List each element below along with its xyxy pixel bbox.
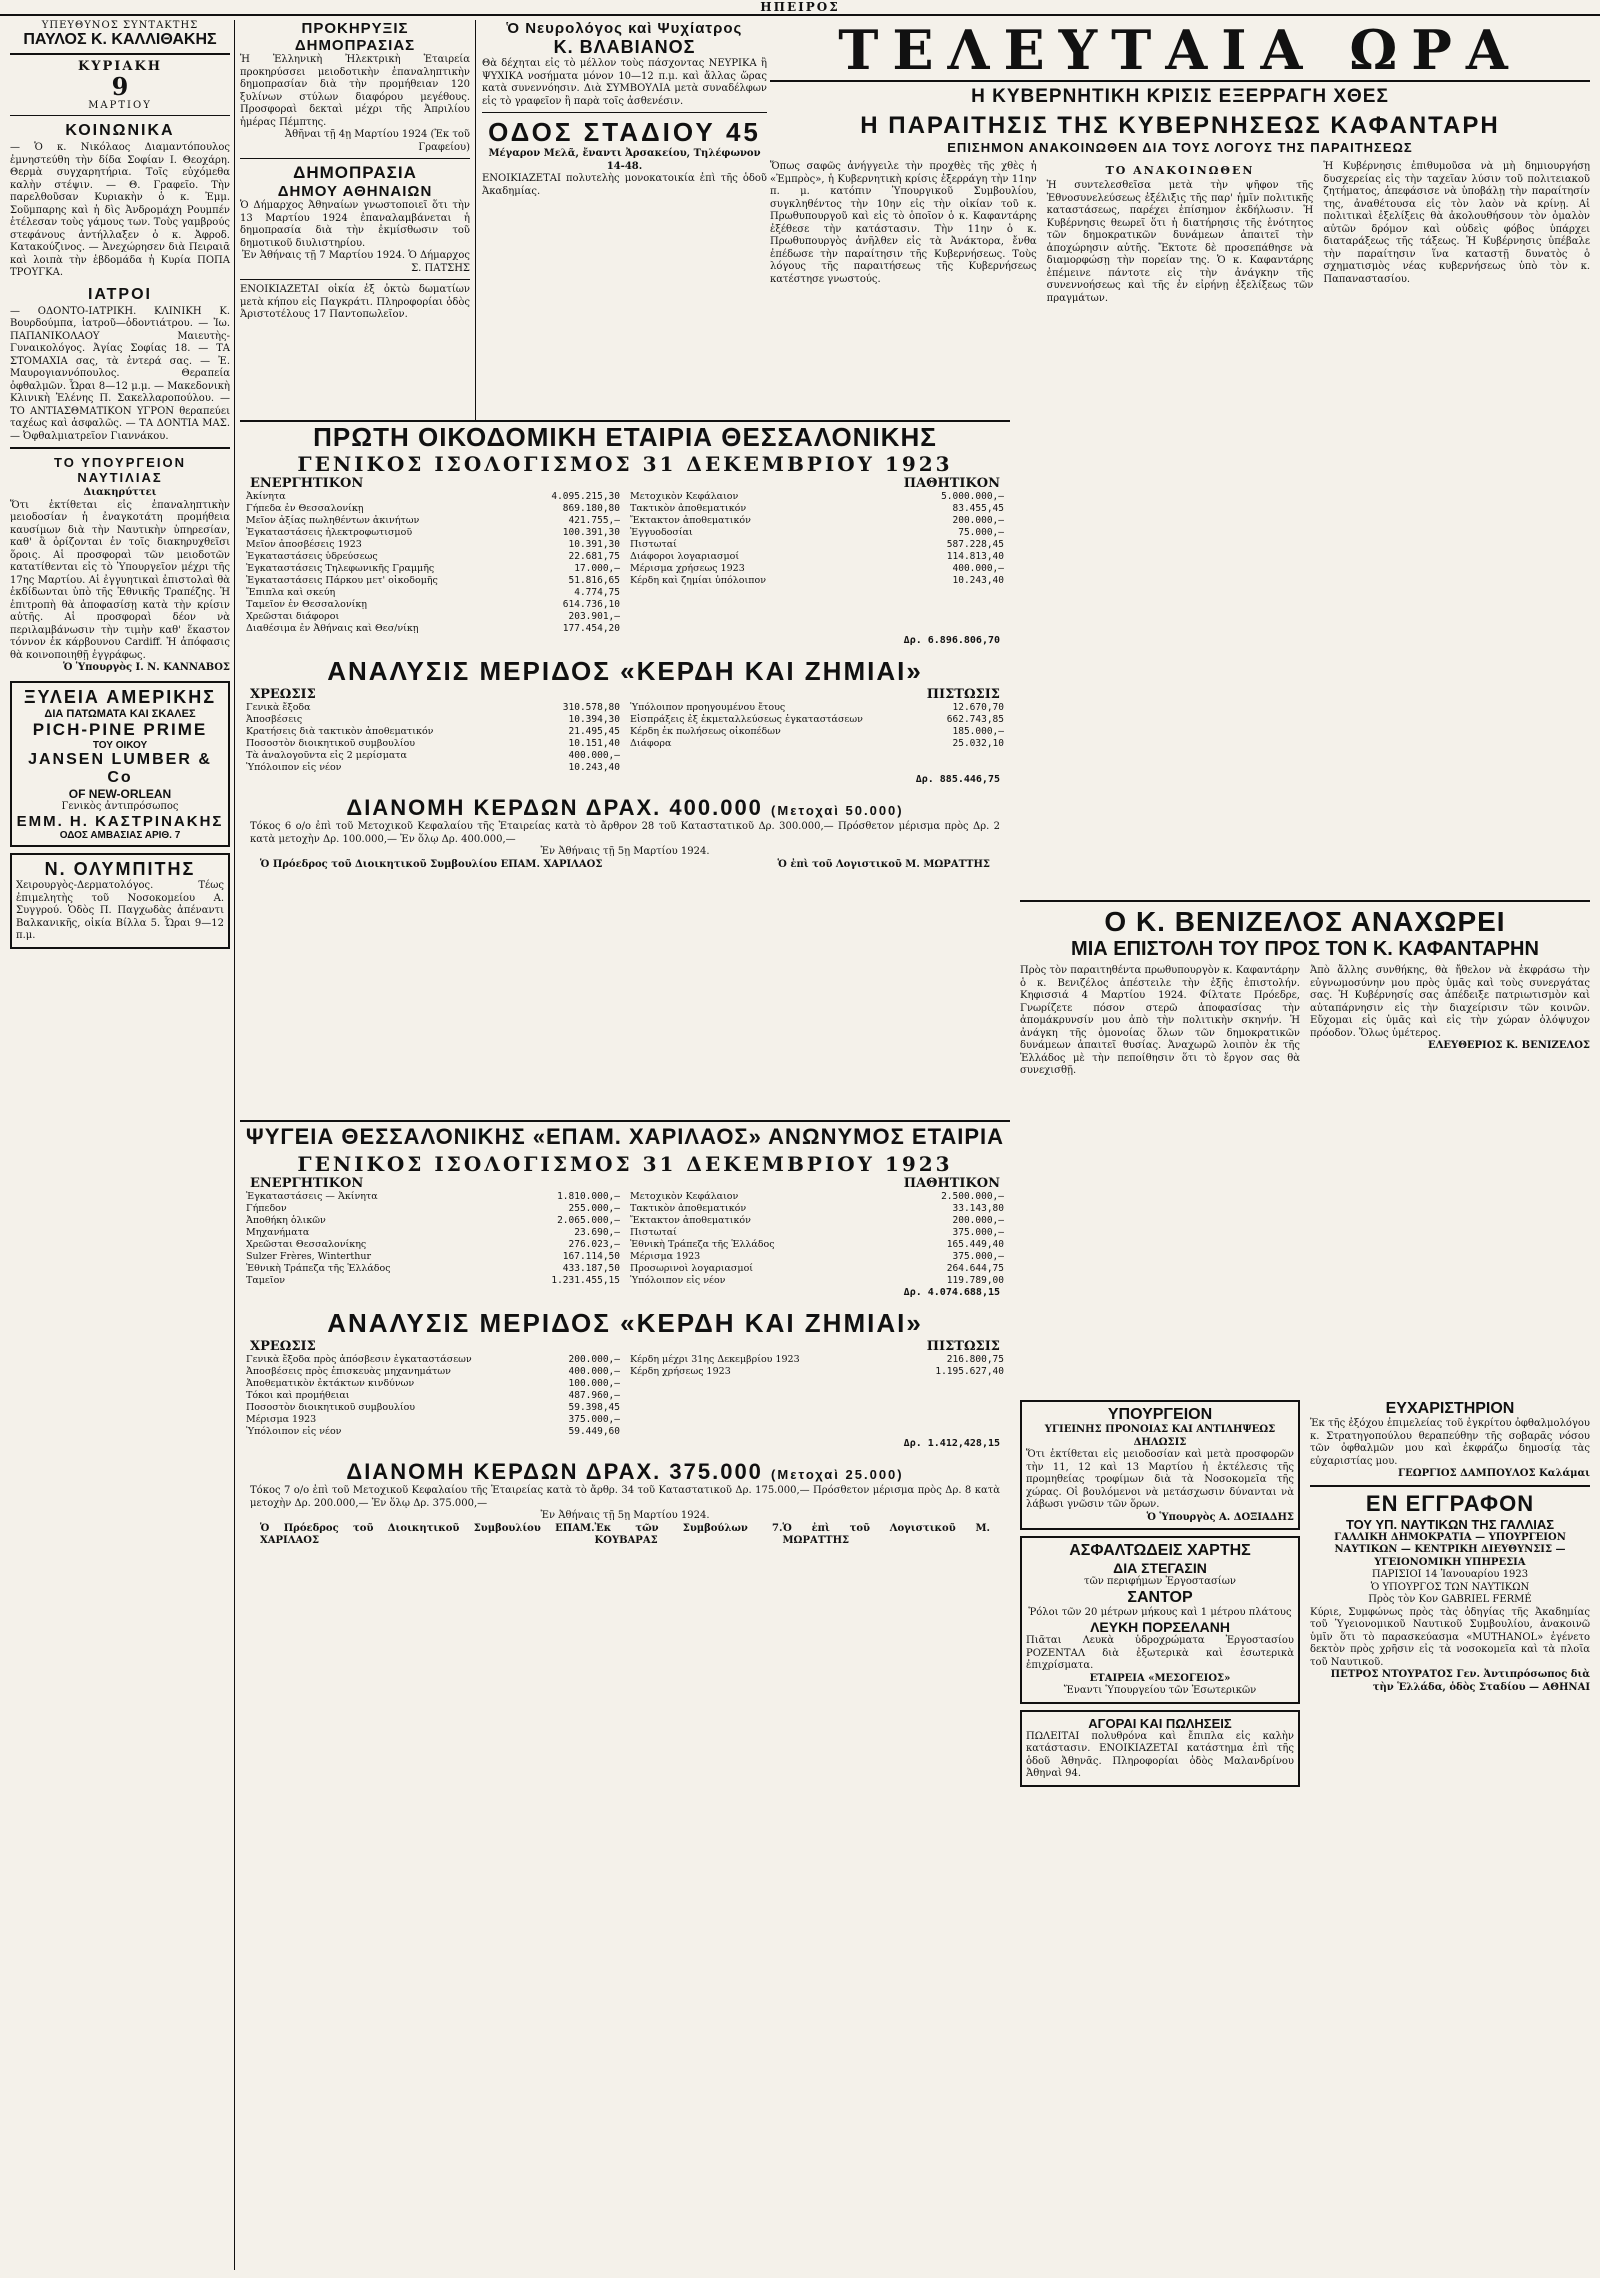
lumber-title: ΞΥΛΕΙΑ ΑΜΕΡΙΚΗΣ bbox=[23, 686, 217, 707]
ledger-row-amount: 10.394,30 bbox=[568, 714, 620, 725]
en-eggrafon-date: ΠΑΡΙΣΙΟΙ 14 Ἰανουαρίου 1923 bbox=[1371, 1569, 1529, 1580]
ledger-row-amount: 662.743,85 bbox=[946, 714, 1004, 725]
ledger-row-amount: 75.000,— bbox=[958, 527, 1004, 538]
sheet1-debit bbox=[246, 702, 620, 774]
news-column-3: Ἡ Κυβέρνησις ἐπιθυμοῦσα νὰ μὴ δημιουργήσῃ δυσχερείας εἰς τὴν ταχεῖαν λύσιν τοῦ πολιτειακοῦ ζητήματος, ἀπεφάσισε νὰ ὑποβάλῃ τὴν παραίτησίν της, ἀναθέτουσα εἰς τὸν λαὸν νὰ κρίνῃ. Αἱ πολιτικαὶ ἐξελίξεις θὰ ἀκολουθήσουν τὸν ὁμαλὸν αὐτῶν δρόμον καὶ οὐδεὶς φόβος ὑπάρχει διαταράξεως τῆς τάξεως. Ἡ Κυβέρνησις ὑπέβαλε τὴν παραίτησιν ἵνα καταστῇ δυνατὸς ὁ σχηματισμὸς νέας κυβερνήσεως ὑπὸ τὸν κ. Παπαναστασίου. bbox=[1323, 161, 1590, 285]
sheet1-pl-total: Δρ. 885.446,75 bbox=[915, 774, 1000, 785]
dimoprasia-sign: Ἐν Ἀθήναις τῇ 7 Μαρτίου 1924. Ὁ Δήμαρχος Σ. ΠΑΤΣΗΣ bbox=[241, 250, 470, 274]
sheet1-subtitle: ΓΕΝΙΚΟΣ ΙΣΟΛΟΓΙΣΜΟΣ 31 ΔΕΚΕΜΒΡΙΟΥ 1923 bbox=[297, 452, 953, 476]
ledger-row-amount: 100.391,30 bbox=[562, 527, 620, 538]
ledger-row bbox=[630, 714, 1004, 726]
ledger-row bbox=[630, 1275, 1004, 1287]
olympitis-text: Χειρουργὸς-Δερματολόγος. Τέως ἐπιμελητὴς τοῦ Νοσοκομείου Α. Συγγρού. Ὁδὸς Π. Παγχωδὰς ἀπέναντι Βαλκανικῆς, οἰκία Βίλλα 5. Ὧραι 9—12 π.μ. bbox=[16, 880, 224, 941]
ledger-row-label: Ἐγκαταστάσεις ὑδρεύσεως bbox=[246, 551, 378, 562]
neurologos-text: Θὰ δέχηται εἰς τὸ μέλλον τοὺς πάσχοντας ΝΕΥΡΙΚΑ ἢ ΨΥΧΙΚΑ νοσήματα μόνον 10—12 π.μ. καὶ ἄλλας ὥρας κατὰ συνεννόησιν. Διὰ ΣΥΜΒΟΥΛΙΑ μετὰ συναδέλφων εἰς τὸ γραφεῖον ἢ παρὰ τοῖς ἀσθενέσιν. bbox=[482, 58, 767, 107]
crisis-headline: Η ΚΥΒΕΡΝΗΤΙΚΗ ΚΡΙΣΙΣ ΕΞΕΡΡΑΓΗ ΧΘΕΣ bbox=[971, 86, 1389, 107]
ypostrixi-sign: Ὁ Ὑπουργὸς Ι. Ν. ΚΑΝΝΑΒΟΣ bbox=[63, 662, 230, 673]
ledger-row bbox=[630, 539, 1004, 551]
ledger-row-label: Ἐγκαταστάσεις ἠλεκτροφωτισμοῦ bbox=[246, 527, 413, 538]
lower-right-ads bbox=[1020, 1400, 1590, 2270]
venizelos-column-2: Ἀπὸ ἄλλης συνθήκης, θὰ ἤθελον νὰ ἐκφράσω τὴν εὐγνωμοσύνην μου πρὸς ὑμᾶς καὶ τοὺς συνεργάτας σας. Ἡ Κυβέρνησίς σας ἀπέδειξε πατριωτισμὸν καὶ αὐταπάρνησιν εἰς τὴν διαχείρισιν τῶν κοινῶν. Εὔχομαι εἰς ὑμᾶς καὶ εἰς τὴν χώραν ὁλόψυχον πρόοδον. Ὅλως ὑμέτερος. bbox=[1310, 965, 1590, 1039]
en-eggrafon-sub: ΤΟΥ ΥΠ. ΝΑΥΤΙΚΩΝ ΤΗΣ ΓΑΛΛΙΑΣ bbox=[1345, 1516, 1555, 1532]
sheet2-sign-left: Ὁ Πρόεδρος τοῦ Διοικητικοῦ Συμβουλίου ΕΠΑΜ. ΧΑΡΙΛΑΟΣ bbox=[260, 1522, 595, 1546]
ledger-row bbox=[246, 738, 620, 750]
ledger-row-amount: 21.495,45 bbox=[568, 726, 620, 737]
asfaltodeis-ad bbox=[1020, 1536, 1300, 1704]
dimoprasia-text: Ὁ Δήμαρχος Ἀθηναίων γνωστοποιεῖ ὅτι τὴν 13 Μαρτίου 1924 ἐπαναλαμβάνεται ἡ δημοπρασία διὰ τὴν ἐκμίσθωσιν τοῦ δημοτικοῦ διυλιστηρίου. bbox=[240, 200, 470, 249]
ledger-row bbox=[246, 563, 620, 575]
ledger-row bbox=[246, 714, 620, 726]
ypostrixi-text: Ὅτι ἐκτίθεται εἰς ἐπαναληπτικὴν μειοδοσίαν ἡ ἐναγκοτάτη προμήθεια καυσίμων διὰ τὴν Ναυτικὴν ὑπηρεσίαν, καθ' ἃ ὁρίζονται ἐν τοῖς διακηρυχθεῖσι ὅροις. Αἱ προσφοραὶ τῶν μειοδοτῶν κατατίθενται εἰς τὸ Ὑπουργεῖον μέχρι τῆς 17ης Μαρτίου. Αἱ ἐγγυητικαὶ ἐπιστολαὶ θὰ ἐκδίδωνται ὑπὸ τῆς Ἐθνικῆς Τραπέζης. Ἡ ἐπιτροπὴ θὰ ἀποφασίσῃ κατὰ τὴν κρίσιν αὐτῆς. Αἱ προσφοραὶ δέον νὰ περιλαμβάνωσιν τὴν τιμὴν καθ' ἕκαστον τόννον ἐκ κάρβουνου Cardiff. Ἡ ἀπόφασις θὰ κοινοποιηθῇ ἐγγράφως. bbox=[10, 499, 230, 661]
lumber-agent: ΕΜΜ. Η. ΚΑΣΤΡΙΝΑΚΗΣ bbox=[16, 813, 224, 830]
ypourgeion-sub: ΥΓΙΕΙΝΗΣ ΠΡΟΝΟΙΑΣ ΚΑΙ ΑΝΤΙΛΗΨΕΩΣ bbox=[1044, 1424, 1276, 1435]
ledger-row-amount: 12.670,70 bbox=[952, 702, 1004, 713]
ledger-row-label: Ποσοστὸν διοικητικοῦ συμβουλίου bbox=[246, 1402, 416, 1413]
ledger-row bbox=[246, 726, 620, 738]
ledger-row-label: Τόκοι καὶ προμήθειαι bbox=[246, 1390, 350, 1401]
ledger-row bbox=[246, 599, 620, 611]
ledger-row-amount: 10.391,30 bbox=[568, 539, 620, 550]
ledger-row bbox=[630, 1263, 1004, 1275]
ledger-row-label: Ὑπόλοιπον εἰς νέον bbox=[630, 1275, 726, 1286]
ledger-row-label: Ἔπιπλα καὶ σκεύη bbox=[246, 587, 336, 598]
ledger-row-amount: 276.023,— bbox=[568, 1239, 620, 1250]
sheet1-pl-title: ΑΝΑΛΥΣΙΣ ΜΕΡΙΔΟΣ «ΚΕΡΔΗ ΚΑΙ ΖΗΜΙΑΙ» bbox=[327, 656, 923, 686]
sheet1-assets-label: ΕΝΕΡΓΗΤΙΚΟΝ bbox=[250, 476, 364, 491]
sheet1-sign-left: Ὁ Πρόεδρος τοῦ Διοικητικοῦ Συμβουλίου ΕΠΑΜ. ΧΑΡΙΛΑΟΣ bbox=[260, 858, 603, 870]
ledger-row-amount: 83.455,45 bbox=[952, 503, 1004, 514]
ledger-row-amount: 375.000,— bbox=[952, 1251, 1004, 1262]
asfaltodeis-line2: Ῥόλοι τῶν 20 μέτρων μήκους καὶ 1 μέτρου πλάτους bbox=[1028, 1606, 1292, 1618]
top-rule bbox=[0, 14, 1600, 16]
ledger-row-label: Κέρδη μέχρι 31ης Δεκεμβρίου 1923 bbox=[630, 1354, 800, 1365]
ledger-row bbox=[630, 1366, 1004, 1378]
ledger-row-label: Ταμεῖον ἐν Θεσσαλονίκῃ bbox=[246, 599, 367, 610]
ledger-row-amount: 167.114,50 bbox=[562, 1251, 620, 1262]
ledger-row-label: Ὑπόλοιπον εἰς νέον bbox=[246, 762, 342, 773]
ledger-row-amount: 119.789,00 bbox=[946, 1275, 1004, 1286]
ledger-row-label: Κρατήσεις διὰ τακτικὸν ἀποθεματικόν bbox=[246, 726, 434, 737]
dimoprasia-sub: ΔΗΜΟΥ ΑΘΗΝΑΙΩΝ bbox=[277, 183, 433, 200]
ledger-row bbox=[630, 726, 1004, 738]
ypourgeion-sign: Ὁ Ὑπουργὸς Α. ΔΟΞΙΑΔΗΣ bbox=[1146, 1511, 1294, 1523]
sheet2-debit bbox=[246, 1354, 620, 1438]
ledger-row-amount: 400.000,— bbox=[568, 750, 620, 761]
ledger-row-label: Χρεῶσται Θεσσαλονίκης bbox=[246, 1239, 367, 1250]
ledger-row-label: Γενικὰ ἔξοδα πρὸς ἀπόσβεσιν ἐγκαταστάσεων bbox=[246, 1354, 472, 1365]
ledger-row-label: Ἔκτακτον ἀποθεματικόν bbox=[630, 515, 751, 526]
sheet1-liabilities bbox=[630, 491, 1004, 635]
ledger-row-amount: 51.816,65 bbox=[568, 575, 620, 586]
ledger-row bbox=[246, 587, 620, 599]
eucharistirion-sign: ΓΕΩΡΓΙΟΣ ΔΑΜΠΟΥΛΟΣ Καλάμαι bbox=[1397, 1468, 1590, 1479]
ledger-row-label: Πιστωταί bbox=[630, 1227, 677, 1238]
ledger-row-amount: 433.187,50 bbox=[562, 1263, 620, 1274]
ledger-row-label: Ἐγκαταστάσεις Πάρκου μετ' οἰκοδομῆς bbox=[246, 575, 438, 586]
asfaltodeis-address: Ἔναντι Ὑπουργείου τῶν Ἐσωτερικῶν bbox=[1063, 1685, 1257, 1696]
enoikiazetai-text: ΕΝΟΙΚΙΑΖΕΤΑΙ οἰκία ἐξ ὀκτὼ δωματίων μετὰ κήπου εἰς Παγκράτι. Πληροφορίαι ὁδὸς Ἀριστοτέλους 17 Παντοπωλεῖον. bbox=[240, 284, 470, 320]
ledger-row bbox=[246, 623, 620, 635]
ledger-row-amount: 165.449,40 bbox=[946, 1239, 1004, 1250]
second-column bbox=[240, 20, 470, 420]
ledger-row-label: Μετοχικὸν Κεφάλαιον bbox=[630, 491, 739, 502]
eucharistirion-title: ΕΥΧΑΡΙΣΤΗΡΙΟΝ bbox=[1385, 1400, 1515, 1417]
venizelos-column-1: Πρὸς τὸν παραιτηθέντα πρωθυπουργὸν κ. Καφαντάρην ὁ κ. Βενιζέλος ἀπέστειλε τὴν ἑξῆς ἐπιστολήν. Κηφισσιά 4 Μαρτίου 1924. Φίλτατε Πρόεδρε, Γνωρίζετε πόσον στερῶ ἀποφασίσας τὴν ἀπομάκρυνσίν μου ἀπὸ τὴν πολιτικὴν σκηνήν. Ἡ ἀνάγκη τῆς ὁμονοίας ὅλων τῶν δημοκρατικῶν δυνάμεων ἀπαιτεῖ θυσίας. Ἀναχωρῶ λοιπὸν ἐκ τῆς Ἑλλάδος μὲ τὴν πεποίθησιν ὅτι τὸ ἔργον σας θὰ συνεχισθῇ. bbox=[1020, 965, 1300, 1076]
sheet1-title: ΠΡΩΤΗ ΟΙΚΟΔΟΜΙΚΗ ΕΤΑΙΡΙΑ ΘΕΣΣΑΛΟΝΙΚΗΣ bbox=[313, 422, 937, 452]
koinonika-heading: ΚΟΙΝΩΝΙΚΑ bbox=[65, 122, 175, 139]
lumber-of: ΤΟΥ ΟΙΚΟΥ bbox=[92, 739, 148, 751]
sheet1-date: Ἐν Ἀθήναις τῇ 5ῃ Μαρτίου 1924. bbox=[540, 846, 710, 857]
ledger-row bbox=[246, 1366, 620, 1378]
ledger-row-label: Γήπεδα ἐν Θεσσαλονίκῃ bbox=[246, 503, 364, 514]
venizelos-sign: ΕΛΕΥΘΕΡΙΟΣ Κ. ΒΕΝΙΖΕΛΟΣ bbox=[1428, 1040, 1590, 1051]
lumber-city: OF NEW-ORLEAN bbox=[68, 786, 172, 801]
ledger-row bbox=[246, 1251, 620, 1263]
ledger-row-label: Ἐθνικὴ Τράπεζα τῆς Ἑλλάδος bbox=[630, 1239, 775, 1250]
sheet2-liabilities-label: ΠΑΘΗΤΙΚΟΝ bbox=[903, 1176, 1000, 1191]
ledger-row bbox=[246, 1390, 620, 1402]
ledger-row bbox=[246, 551, 620, 563]
ledger-row bbox=[246, 702, 620, 714]
ledger-row bbox=[630, 551, 1004, 563]
ledger-row-amount: 23.690,— bbox=[574, 1227, 620, 1238]
sheet2-debit-label: ΧΡΕΩΣΙΣ bbox=[250, 1339, 316, 1354]
ledger-row-label: Εἰσπράξεις ἐξ ἐκμεταλλεύσεως ἐγκαταστάσεων bbox=[630, 714, 863, 725]
asfaltodeis-line1: τῶν περιφήμων Ἐργοστασίων bbox=[1084, 1576, 1236, 1587]
editor-label: ΥΠΕΥΘΥΝΟΣ ΣΥΝΤΑΚΤΗΣ bbox=[41, 20, 199, 31]
ledger-row-amount: 400.000,— bbox=[952, 563, 1004, 574]
en-eggrafon-sign: ΠΕΤΡΟΣ ΝΤΟΥΡΑΤΟΣ Γεν. Ἀντιπρόσωπος διὰ τὴν Ἑλλάδα, ὁδὸς Σταδίου — ΑΘΗΝΑΙ bbox=[1330, 1669, 1590, 1693]
venizelos-headline: Ο Κ. ΒΕΝΙΖΕΛΟΣ ΑΝΑΧΩΡΕΙ bbox=[1020, 900, 1590, 938]
en-eggrafon-text: Κύριε, Συμφώνως πρὸς τὰς ὁδηγίας τῆς Ἀκαδημίας τοῦ Ὑγειονομικοῦ Ναυτικοῦ Συμβουλίου, ἀνακοινῶ ὑμῖν ὅτι τὸ παρασκεύασμα «MUTHANOL» ἐγένετο δεκτὸν πρὸς χρῆσιν εἰς τὰ νοσοκομεῖα καὶ τὰ πλοῖα τοῦ Ναυτικοῦ. bbox=[1310, 1606, 1590, 1668]
sheet2-assets bbox=[246, 1191, 620, 1287]
sheet2-credit-label: ΠΙΣΤΩΣΙΣ bbox=[926, 1339, 1000, 1354]
ledger-row-amount: 10.243,40 bbox=[952, 575, 1004, 586]
day-number: 9 bbox=[111, 72, 129, 101]
ledger-row-amount: 614.736,10 bbox=[562, 599, 620, 610]
ledger-row bbox=[246, 1203, 620, 1215]
ledger-row bbox=[246, 539, 620, 551]
ledger-row-label: Διάφοροι λογαριασμοί bbox=[630, 551, 740, 562]
ledger-row bbox=[630, 738, 1004, 750]
sheet1-sign-right: Ὁ ἐπὶ τοῦ Λογιστικοῦ Μ. ΜΩΡΑΤΤΗΣ bbox=[777, 858, 990, 870]
ledger-row bbox=[246, 611, 620, 623]
prokirixis-sign: Ἀθῆναι τῇ 4ῃ Μαρτίου 1924 (Ἐκ τοῦ Γραφείου) bbox=[284, 129, 470, 153]
ledger-row-amount: 5.000.000,— bbox=[941, 491, 1004, 502]
sheet1-assets bbox=[246, 491, 620, 635]
ypostrixi-heading: ΤΟ ΥΠΟΥΡΓΕΙΟΝ ΝΑΥΤΙΛΙΑΣ bbox=[54, 455, 186, 485]
day-name: ΚΥΡΙΑΚΗ bbox=[77, 59, 163, 74]
sheet2-sign-right: Ὁ ἐπὶ τοῦ Λογιστικοῦ Μ. ΜΩΡΑΤΤΗΣ bbox=[782, 1522, 990, 1546]
ledger-row bbox=[246, 527, 620, 539]
ledger-row-amount: 59.398,45 bbox=[568, 1402, 620, 1413]
official-statement-headline: ΕΠΙΣΗΜΟΝ ΑΝΑΚΟΙΝΩΘΕΝ ΔΙΑ ΤΟΥΣ ΛΟΓΟΥΣ ΤΗΣ ΠΑΡΑΙΤΗΣΕΩΣ bbox=[947, 140, 1413, 155]
ledger-row-amount: 587.228,45 bbox=[946, 539, 1004, 550]
ypourgeion-title: ΥΠΟΥΡΓΕΙΟΝ bbox=[1107, 1406, 1213, 1423]
neurologos-heading: Ὁ Νευρολόγος καὶ Ψυχίατρος bbox=[506, 20, 743, 37]
ledger-row-amount: 10.151,40 bbox=[568, 738, 620, 749]
sheet1-liabilities-label: ΠΑΘΗΤΙΚΟΝ bbox=[903, 476, 1000, 491]
ledger-row-label: Sulzer Frères, Winterthur bbox=[246, 1251, 372, 1262]
ledger-row-label: Τακτικὸν ἀποθεματικόν bbox=[630, 503, 747, 514]
ledger-row-label: Γήπεδον bbox=[246, 1203, 287, 1214]
ledger-row-label: Διαθέσιμα ἐν Ἀθήναις καὶ Θεσ/νίκῃ bbox=[246, 623, 419, 634]
sheet2-credit bbox=[630, 1354, 1004, 1438]
masthead: ΗΠΕΙΡΟΣ bbox=[760, 0, 840, 14]
month-name: ΜΑΡΤΙΟΥ bbox=[88, 100, 152, 111]
third-column bbox=[475, 20, 767, 420]
venizelos-subheadline: ΜΙΑ ΕΠΙΣΤΟΛΗ ΤΟΥ ΠΡΟΣ ΤΟΝ Κ. ΚΑΦΑΝΤΑΡΗΝ bbox=[1071, 938, 1539, 960]
ledger-row bbox=[246, 750, 620, 762]
news-columns bbox=[770, 161, 1590, 305]
dimoprasia-heading: ΔΗΜΟΠΡΑΣΙΑ bbox=[293, 163, 417, 182]
ledger-row bbox=[246, 1426, 620, 1438]
ledger-row-label: Κέρδη χρήσεως 1923 bbox=[630, 1366, 731, 1377]
lumber-firm: JANSEN LUMBER & Co bbox=[28, 750, 212, 786]
ledger-row-amount: 375.000,— bbox=[568, 1414, 620, 1425]
odos-stadiou-line: Μέγαρον Μελᾶ, ἔναντι Ἀρσακείου, Τηλέφωνον 14-48. bbox=[488, 148, 761, 172]
ledger-row-label: Ἐθνικὴ Τράπεζα τῆς Ἑλλάδος bbox=[246, 1263, 391, 1274]
ledger-row-label: Ὑπόλοιπον εἰς νέον bbox=[246, 1426, 342, 1437]
ledger-row-label: Προσωρινοὶ λογαριασμοί bbox=[630, 1263, 754, 1274]
asfaltodeis-text: Πιᾶται Λευκὰ ὑδροχρώματα Ἐργοστασίου ΡΟΖΕΝΤΑΛ διὰ ἐξωτερικὰ καὶ ἐσωτερικὰ ἐπιχρίσματα. bbox=[1026, 1635, 1294, 1671]
en-eggrafon-title: ΕΝ ΕΓΓΡΑΦΟΝ bbox=[1365, 1490, 1535, 1516]
sheet2-pl-total: Δρ. 1.412,428,15 bbox=[903, 1438, 1000, 1449]
olympitis-name: Ν. ΟΛΥΜΠΙΤΗΣ bbox=[44, 859, 196, 879]
ledger-row bbox=[246, 503, 620, 515]
ledger-row-amount: 200.000,— bbox=[952, 1215, 1004, 1226]
sheet1-credit bbox=[630, 702, 1004, 774]
ledger-row bbox=[630, 515, 1004, 527]
sheet1-total: Δρ. 6.896.806,70 bbox=[903, 635, 1000, 646]
ledger-row bbox=[246, 1402, 620, 1414]
en-eggrafon-to: Πρὸς τὸν Κον GABRIEL FERMÉ bbox=[1368, 1594, 1532, 1605]
sheet2-date: Ἐν Ἀθήναις τῇ 5ῃ Μαρτίου 1924. bbox=[540, 1510, 710, 1521]
eucharistirion-text: Ἐκ τῆς ἐξόχου ἐπιμελείας τοῦ ἐγκρίτου ὀφθαλμολόγου κ. Στρατηγοπούλου θεραπεύθην τῆς σοβαρᾶς νόσου τῶν ὀφθαλμῶν μου καὶ ἐκφράζω δημοσίᾳ τὰς εὐχαριστίας μου. bbox=[1310, 1418, 1590, 1467]
sheet1-debit-label: ΧΡΕΩΣΙΣ bbox=[250, 687, 316, 702]
lumber-brand: PICH-PINE PRIME bbox=[32, 719, 208, 739]
sheet2-pl-title: ΑΝΑΛΥΣΙΣ ΜΕΡΙΔΟΣ «ΚΕΡΔΗ ΚΑΙ ΖΗΜΙΑΙ» bbox=[327, 1308, 923, 1338]
sheet2-note: Τόκος 7 ο/ο ἐπὶ τοῦ Μετοχικοῦ Κεφαλαίου τῆς Ἑταιρείας κατὰ τὸ ἄρθρ. 34 τοῦ Καταστατικοῦ Δρ. 175.000,— Πρόσθετον μέρισμα πρὸς Δρ. 8 κατὰ μετοχὴν Δρ. 200.000,— Ἐν ὅλῳ Δρ. 375.000,— bbox=[250, 1485, 1000, 1509]
odos-stadiou-text: ΕΝΟΙΚΙΑΖΕΤΑΙ πολυτελὴς μονοκατοικία ἐπὶ τῆς ὁδοῦ Ἀκαδημίας. bbox=[482, 173, 767, 197]
lumber-sub: ΔΙΑ ΠΑΤΩΜΑΤΑ ΚΑΙ ΣΚΑΛΕΣ bbox=[44, 707, 196, 720]
anakoinothen-heading: ΤΟ ΑΝΑΚΟΙΝΩΘΕΝ bbox=[1105, 164, 1255, 177]
asfaltodeis-brand: ΣΑΝΤΟΡ bbox=[1127, 1588, 1193, 1606]
ledger-row bbox=[630, 563, 1004, 575]
ledger-row-amount: 33.143,80 bbox=[952, 1203, 1004, 1214]
ledger-row bbox=[630, 1239, 1004, 1251]
lumber-agent-label: Γενικὸς ἀντιπρόσωπος bbox=[61, 800, 179, 812]
ledger-row-label: Κέρδη ἐκ πωλήσεως οἰκοπέδων bbox=[630, 726, 781, 737]
ledger-row bbox=[246, 1378, 620, 1390]
sheet2-sign-mid: Ἐκ τῶν Συμβούλων 7. ΚΟΥΒΑΡΑΣ bbox=[594, 1522, 783, 1546]
ledger-row bbox=[246, 1227, 620, 1239]
ledger-row-amount: 1.195.627,40 bbox=[935, 1366, 1004, 1377]
ledger-row-amount: 17.000,— bbox=[574, 563, 620, 574]
sheet1-dividend: ΔΙΑΝΟΜΗ ΚΕΡΔΩΝ ΔΡΑΧ. 400.000 bbox=[346, 795, 763, 820]
lumber-address: ΟΔΟΣ ΑΜΒΑΣΙΑΣ ΑΡΙΘ. 7 bbox=[59, 830, 181, 841]
ledger-row-label: Ἀποθεματικὸν ἐκτάκτων κινδύνων bbox=[246, 1378, 415, 1389]
ledger-row bbox=[630, 1227, 1004, 1239]
iatroi-text: — ΟΔΟΝΤΟ-ΙΑΤΡΙΚΗ. ΚΛΙΝΙΚΗ Κ. Βουρδούμπα, ἰατροῦ—ὀδοντιάτρου. — Ἰω. ΠΑΠΑΝΙΚΟΛΑΟΥ Μαιευτὴς-Γυναικολόγος. Ἀγίας Σοφίας 18. — ΤΑ ΣΤΟΜΑΧΙΑ σας, τὰ ἐντερά σας. — Ἐ. Μαυρογιαννόπουλος. Θεραπεία ὀφθαλμῶν. Ὧραι 8—12 μ.μ. — Μακεδονικὴ Κλινικὴ Ἑλένης Π. Σακελλαροπούλου. — ΤΟ ΑΝΤΙΑΣΘΜΑΤΙΚΟΝ ΥΓΡΟΝ θεραπεύει ταχέως καὶ ἀσφαλῶς. — ΤΑ ΔΟΝΤΙΑ ΜΑΣ. — Ὀφθαλμιατρεῖον Γιαννάκου. bbox=[10, 305, 230, 442]
ledger-row-amount: 22.681,75 bbox=[568, 551, 620, 562]
ledger-row bbox=[630, 1215, 1004, 1227]
ledger-row-amount: 2.500.000,— bbox=[941, 1191, 1004, 1202]
ledger-row bbox=[246, 1354, 620, 1366]
agorai-ad bbox=[1020, 1710, 1300, 1787]
ledger-row-label: Ἐγγυοδοσίαι bbox=[630, 527, 693, 538]
odos-stadiou-heading: ΟΔΟΣ ΣΤΑΔΙΟΥ 45 bbox=[488, 117, 761, 147]
ledger-row-amount: 1.810.000,— bbox=[557, 1191, 620, 1202]
ledger-row-label: Ποσοστὸν διοικητικοῦ συμβουλίου bbox=[246, 738, 416, 749]
ledger-row-amount: 869.180,80 bbox=[562, 503, 620, 514]
ledger-row-amount: 10.243,40 bbox=[568, 762, 620, 773]
ledger-row bbox=[630, 575, 1004, 587]
sheet2-title: ΨΥΓΕΙΑ ΘΕΣΣΑΛΟΝΙΚΗΣ «ΕΠΑΜ. ΧΑΡΙΛΑΟΣ» ΑΝΩΝΥΜΟΣ ΕΤΑΙΡΙΑ bbox=[245, 1124, 1005, 1149]
ledger-row bbox=[630, 491, 1004, 503]
ledger-row-amount: 114.813,40 bbox=[946, 551, 1004, 562]
ledger-row bbox=[630, 1354, 1004, 1366]
news-column-2: Ἡ συντελεσθεῖσα μετὰ τὴν ψῆφον τῆς Ἐθνοσυνελεύσεως ἐξέλιξις τῆς παρ' ἡμῖν πολιτικῆς καταστάσεως, παρέχει ἐπίσημον ἐκδήλωσιν. Ἡ Κυβέρνησις θεωρεῖ ὅτι ἡ διατήρησις τῆς ἑνότητος τῶν δημοκρατικῶν δυνάμεων ἀπαιτεῖ τὴν ἀποχώρησιν αὐτῆς. Ἔκτοτε δὲ προσεπάθησε νὰ διαμορφώσῃ τὴν πορείαν της. Ὁ κ. Καφαντάρης ἐπέμεινε πάντοτε εἰς τὴν ἀνάγκην τῆς συνεννοήσεως καὶ τῆς ἐν εἰρήνῃ ἐξελίξεως τῶν πραγμάτων. bbox=[1046, 180, 1314, 304]
olympitis-ad bbox=[10, 853, 230, 949]
venizelos-article bbox=[1020, 900, 1590, 1078]
ledger-row-label: Γενικὰ ἔξοδα bbox=[246, 702, 311, 713]
ledger-row-amount: 4.095.215,30 bbox=[551, 491, 620, 502]
ledger-row-label: Μεῖον ἀποσβέσεις 1923 bbox=[246, 539, 362, 550]
sheet2-dividend: ΔΙΑΝΟΜΗ ΚΕΡΔΩΝ ΔΡΑΧ. 375.000 bbox=[346, 1459, 763, 1484]
news-column-1: Ὅπως σαφῶς ἀνήγγειλε τὴν προχθὲς τῆς χθὲς ἡ «Ἐμπρὸς», ἡ Κυβερνητικὴ κρίσις ἐξερράγη τὴν 11ην π. μ. κατόπιν Ὑπουργικοῦ Συμβουλίου, συγκληθέντος τὴν 10ην εἰς τὴν οἰκίαν τοῦ κ. Πρωθυπουργοῦ καὶ εἰς τὸ ὁποῖον ὁ κ. Καφαντάρης ἐξέθεσε τὴν κατάστασιν. Τὴν 11ην ὁ κ. Πρωθυπουργὸς ἀνῆλθεν εἰς τὰ Ἀνάκτορα, ἔνθα ἐπέδωσε τὴν παραίτησιν τῆς Κυβερνήσεως. Τοὺς λόγους τῆς παραιτήσεως τῆς Κυβερνήσεως κατέστησε γνωστούς. bbox=[770, 161, 1037, 285]
ledger-row-label: Ἐγκαταστάσεις Τηλεφωνικῆς Γραμμῆς bbox=[246, 563, 435, 574]
ledger-row-amount: 216.800,75 bbox=[946, 1354, 1004, 1365]
asfaltodeis-title: ΑΣΦΑΛΤΩΔΕΙΣ ΧΑΡΤΗΣ bbox=[1069, 1542, 1251, 1559]
ledger-row bbox=[246, 1263, 620, 1275]
ledger-row bbox=[630, 1203, 1004, 1215]
koinonika-text: — Ὁ κ. Νικόλαος Διαμαντόπουλος ἐμνηστεύθη τὴν δίδα Σοφίαν Ι. Θεοχάρη. Θερμὰ συγχαρητήρια. Τοῖς εὐχόμεθα καλὴν στέψιν. — Θ. Γραφεῖο. Τὴν παρελθοῦσαν Κυριακὴν ὁ κ. Ἐμμ. Σοῦμπαρης καὶ ἡ δὶς Ἀνδρομάχη Ρουμπέν ἐτέλεσαν τοὺς γάμους των. Τοὺς γαμβρούς στεφάνους ἀντήλλαξεν ὁ κ. Ἀφροδ. Κατακούζινος. — Ἀνεχώρησεν διὰ Πειραιᾶ καὶ λοιπὰ τὴν ἑβδομάδα ἡ Κυρία ΠΟΠΑ ΤΡΟΥΓΚΑ. bbox=[10, 142, 230, 278]
ledger-row-label: Μέρισμα χρήσεως 1923 bbox=[630, 563, 745, 574]
ypostrixi-sub: Διακηρύττει bbox=[83, 487, 157, 498]
ledger-row-amount: 264.644,75 bbox=[946, 1263, 1004, 1274]
resignation-headline: Η ΠΑΡΑΙΤΗΣΙΣ ΤΗΣ ΚΥΒΕΡΝΗΣΕΩΣ ΚΑΦΑΝΤΑΡΗ bbox=[860, 112, 1500, 139]
lumber-ad bbox=[10, 681, 230, 848]
prokirixis-text: Ἡ Ἑλληνικὴ Ἠλεκτρικὴ Ἑταιρεία προκηρύσσει μειοδοτικὴν ἐπαναληπτικὴν δημοπρασίαν διὰ τὴν προμήθειαν 120 ξυλίνων στύλων διαφόρου μεγέθους. Προσφοραὶ δεκταὶ μέχρι τῆς Ἀπριλίου ἡμέρας Πέμπτης. bbox=[240, 54, 470, 128]
sheet1-dividend-note: (Μετοχαὶ 50.000) bbox=[771, 803, 904, 818]
en-eggrafon-from: Ὁ ΥΠΟΥΡΓΟΣ ΤΩΝ ΝΑΥΤΙΚΩΝ bbox=[1370, 1581, 1530, 1593]
ledger-row-amount: 25.032,10 bbox=[952, 738, 1004, 749]
ledger-row bbox=[246, 1215, 620, 1227]
ypourgeion-text: Ὅτι ἐκτίθεται εἰς μειοδοσίαν καὶ μετὰ προσφορῶν τὴν 11, 12 καὶ 13 Μαρτίου ἡ ἐκτέλεσις τῆς προμηθείας τροφίμων διὰ τὰ Νοσοκομεῖα τῆς χώρας. Οἱ βουλόμενοι νὰ μετάσχωσιν δύνανται νὰ λάβωσι γνῶσιν τῶν ὅρων. bbox=[1026, 1449, 1294, 1510]
sheet1-note: Τόκος 6 ο/ο ἐπὶ τοῦ Μετοχικοῦ Κεφαλαίου τῆς Ἑταιρείας κατὰ τὸ ἄρθρον 28 τοῦ Καταστατικοῦ Δρ. 300.000,— Πρόσθετον μέρισμα πρὸς Δρ. 2 κατὰ μετοχὴν Δρ. 100.000,— Ἐν ὅλῳ Δρ. 400.000,— bbox=[250, 821, 1000, 845]
sheet2-subtitle: ΓΕΝΙΚΟΣ ΙΣΟΛΟΓΙΣΜΟΣ 31 ΔΕΚΕΜΒΡΙΟΥ 1923 bbox=[297, 1152, 953, 1176]
ledger-row-amount: 375.000,— bbox=[952, 1227, 1004, 1238]
ledger-row bbox=[630, 527, 1004, 539]
ledger-row bbox=[630, 503, 1004, 515]
neurologos-name: Κ. ΒΛΑΒΙΑΝΟΣ bbox=[553, 37, 696, 57]
asfaltodeis-company: ΕΤΑΙΡΕΙΑ «ΜΕΣΟΓΕΙΟΣ» bbox=[1089, 1672, 1231, 1684]
ledger-row bbox=[246, 491, 620, 503]
ledger-row-amount: 487.960,— bbox=[568, 1390, 620, 1401]
ledger-row bbox=[246, 1414, 620, 1426]
ledger-row-label: Διάφορα bbox=[630, 738, 672, 749]
asfaltodeis-sub: ΔΙΑ ΣΤΕΓΑΣΙΝ bbox=[1113, 1560, 1207, 1576]
breaking-news bbox=[770, 20, 1590, 305]
ledger-row-amount: 1.231.455,15 bbox=[551, 1275, 620, 1286]
ledger-row-amount: 310.578,80 bbox=[562, 702, 620, 713]
ledger-row-label: Μέρισμα 1923 bbox=[246, 1414, 317, 1425]
agorai-text: ΠΩΛΕΙΤΑΙ πολυθρόνα καὶ ἔπιπλα εἰς καλὴν κατάστασιν. ΕΝΟΙΚΙΑΖΕΤΑΙ κατάστημα ἐπὶ τῆς ὁδοῦ Ἀθηνᾶς. Πληροφορίαι ὁδὸς Μαλανδρίνου Ἀθηναὶ 94. bbox=[1026, 1730, 1294, 1779]
ledger-row-label: Ἀποθήκη ὁλικῶν bbox=[246, 1215, 326, 1226]
ledger-row-amount: 255.000,— bbox=[568, 1203, 620, 1214]
asfaltodeis-product: ΛΕΥΚΗ ΠΟΡΣΕΛΑΝΗ bbox=[1090, 1619, 1230, 1635]
ledger-row-label: Μέρισμα 1923 bbox=[630, 1251, 701, 1262]
ledger-row-label: Μετοχικὸν Κεφάλαιον bbox=[630, 1191, 739, 1202]
ledger-row-amount: 200.000,— bbox=[952, 515, 1004, 526]
ledger-row-amount: 400.000,— bbox=[568, 1366, 620, 1377]
sheet2-total: Δρ. 4.074.688,15 bbox=[903, 1287, 1000, 1298]
ledger-row bbox=[246, 575, 620, 587]
ledger-row-label: Τακτικὸν ἀποθεματικόν bbox=[630, 1203, 747, 1214]
ledger-row-label: Ἀποσβέσεις bbox=[246, 714, 303, 725]
ledger-row-amount: 185.000,— bbox=[952, 726, 1004, 737]
ledger-row bbox=[630, 1191, 1004, 1203]
ledger-row-label: Τὰ ἀναλογοῦντα εἰς 2 μερίσματα bbox=[246, 750, 407, 761]
sheet2-dividend-note: (Μετοχαὶ 25.000) bbox=[771, 1467, 904, 1482]
ypourgeion-ad bbox=[1020, 1400, 1300, 1530]
sheet2-assets-label: ΕΝΕΡΓΗΤΙΚΟΝ bbox=[250, 1176, 364, 1191]
ledger-row-label: Κέρδη καὶ ζημίαι ὑπόλοιπον bbox=[630, 575, 766, 586]
ledger-row-label: Πιστωταί bbox=[630, 539, 677, 550]
prokirixis-heading: ΠΡΟΚΗΡΥΞΙΣ ΔΗΜΟΠΡΑΣΙΑΣ bbox=[294, 20, 416, 54]
ledger-row bbox=[246, 1275, 620, 1287]
ledger-row-amount: 2.065.000,— bbox=[557, 1215, 620, 1226]
ledger-row-label: Ὑπόλοιπον προηγουμένου ἔτους bbox=[630, 702, 786, 713]
ypourgeion-head: ΔΗΛΩΣΙΣ bbox=[1133, 1436, 1187, 1448]
balance-sheet-psygeia bbox=[240, 1120, 1010, 2272]
teleutaia-ora-heading: ΤΕΛΕΥΤΑΙΑ ΩΡΑ bbox=[770, 20, 1590, 82]
agorai-title: ΑΓΟΡΑΙ ΚΑΙ ΠΩΛΗΣΕΙΣ bbox=[1088, 1715, 1232, 1731]
ledger-row-amount: 200.000,— bbox=[568, 1354, 620, 1365]
ledger-row-label: Μεῖον ἀξίας πωληθέντων ἀκινήτων bbox=[246, 515, 420, 526]
ledger-row-label: Ἔκτακτον ἀποθεματικόν bbox=[630, 1215, 751, 1226]
ledger-row bbox=[246, 1239, 620, 1251]
ledger-row-label: Ἀποσβέσεις πρὸς ἐπισκευὰς μηχανημάτων bbox=[246, 1366, 451, 1377]
ledger-row-amount: 4.774,75 bbox=[574, 587, 620, 598]
ledger-row-label: Μηχανήματα bbox=[246, 1227, 310, 1238]
balance-sheet-oikodomiki bbox=[240, 420, 1010, 1117]
ledger-row bbox=[630, 702, 1004, 714]
ledger-row bbox=[630, 1251, 1004, 1263]
ledger-row-amount: 203.901,— bbox=[568, 611, 620, 622]
ledger-row bbox=[246, 762, 620, 774]
sheet1-credit-label: ΠΙΣΤΩΣΙΣ bbox=[926, 687, 1000, 702]
ledger-row-label: Ἐγκαταστάσεις — Ἀκίνητα bbox=[246, 1191, 378, 1202]
left-column bbox=[10, 20, 235, 2270]
sheet2-liabilities bbox=[630, 1191, 1004, 1287]
ledger-row-label: Ἀκίνητα bbox=[246, 491, 286, 502]
ledger-row-amount: 421.755,— bbox=[568, 515, 620, 526]
ledger-row-label: Ταμεῖον bbox=[246, 1275, 286, 1286]
ledger-row-amount: 100.000,— bbox=[568, 1378, 620, 1389]
ledger-row bbox=[246, 515, 620, 527]
ledger-row-amount: 59.449,60 bbox=[568, 1426, 620, 1437]
ledger-row-amount: 177.454,20 bbox=[562, 623, 620, 634]
ledger-row-label: Χρεῶσται διάφοροι bbox=[246, 611, 340, 622]
en-eggrafon-header: ΓΑΛΛΙΚΗ ΔΗΜΟΚΡΑΤΙΑ — ΥΠΟΥΡΓΕΙΟΝ ΝΑΥΤΙΚΩΝ — ΚΕΝΤΡΙΚΗ ΔΙΕΥΘΥΝΣΙΣ — ΥΓΕΙΟΝΟΜΙΚΗ ΥΠΗΡΕΣΙΑ bbox=[1334, 1531, 1566, 1568]
ledger-row bbox=[246, 1191, 620, 1203]
editor-name: ΠΑΥΛΟΣ Κ. ΚΑΛΛΙΘΑΚΗΣ bbox=[23, 31, 217, 48]
iatroi-heading: ΙΑΤΡΟΙ bbox=[87, 285, 152, 303]
